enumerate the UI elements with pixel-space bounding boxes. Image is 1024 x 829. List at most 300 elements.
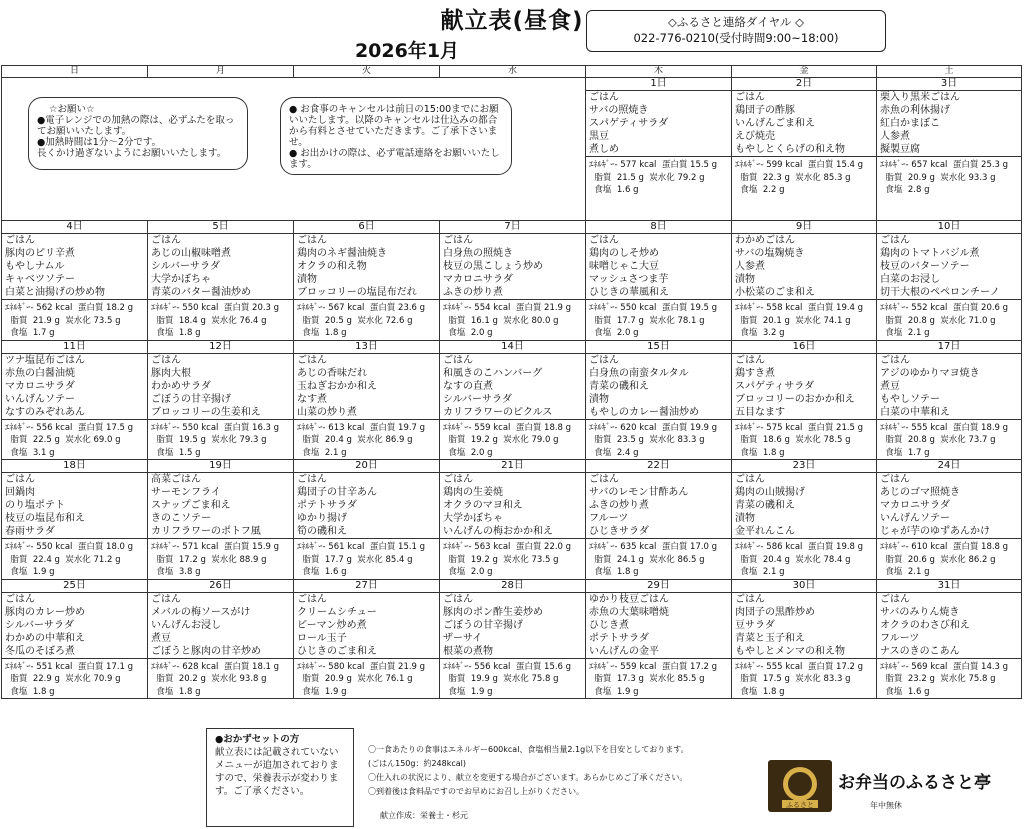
nutrition-value: 3.1 — [32, 447, 47, 458]
nutrition-value: 86.9 — [385, 435, 405, 445]
nutrition-value: 1.8 — [178, 328, 193, 338]
nutrition-label: 炭水化 — [211, 554, 237, 565]
nutrition-label: 脂質 — [448, 315, 466, 326]
nutrition-label: g — [784, 674, 790, 684]
nutrition-label: 食塩 — [885, 686, 903, 697]
nutrition-label: 食塩 — [594, 185, 612, 195]
menu-item: 肉団子の黒酢炒め — [735, 606, 815, 618]
nutrition-label: 食塩 — [594, 447, 612, 458]
nutrition-value: 562 — [36, 303, 53, 313]
day-cell — [586, 340, 732, 460]
okazu-set-title: ●おかずセットの方 — [215, 734, 300, 745]
nutrition-label: 炭水化 — [503, 315, 529, 326]
nutrition-label: ｴﾈﾙｷﾞｰ — [735, 303, 761, 313]
bottom-notes — [368, 743, 748, 799]
nutrition-label: 蛋白質 — [223, 422, 250, 433]
nutrition-value: 2.0 — [470, 328, 485, 338]
nutrition-label: 脂質 — [594, 315, 612, 326]
nutrition-label: g — [1002, 303, 1009, 313]
menu-item: 玉ねぎおかか和え — [297, 380, 377, 392]
nutrition-label: 脂質 — [594, 674, 612, 684]
day-number: 11日 — [2, 341, 147, 354]
day-cell — [440, 460, 586, 580]
nutrition-value: 1.9 — [616, 686, 631, 697]
menu-item: あじの香味だれ — [297, 367, 367, 379]
nutrition-label: 脂質 — [302, 554, 320, 565]
menu-item: なす煮 — [297, 393, 327, 405]
nutrition-label: g — [54, 554, 60, 565]
nutrition-value: 69.0 — [93, 435, 113, 445]
nutrition-value: 17.2 — [690, 661, 709, 672]
nutrition-label: 脂質 — [302, 315, 320, 326]
nutrition-label: g — [200, 554, 206, 565]
menu-item: ピーマン炒め煮 — [297, 619, 367, 631]
nutrition-label: ｴﾈﾙｷﾞｰ — [735, 661, 761, 672]
nutrition-label: g — [341, 567, 347, 577]
nutrition-value: 22.9 — [32, 674, 52, 684]
nutrition-info: ｴﾈﾙｷﾞｰ- 550 kcal 蛋白質 20.3 g 脂質 18.4 g 炭水化 76.4 g 食塩 1.8 g — [148, 299, 293, 340]
nutrition-value: 586 — [766, 542, 783, 552]
menu-item: ごはん — [151, 593, 181, 605]
nutrition-label: g — [195, 686, 201, 697]
nutrition-label: 脂質 — [156, 674, 174, 684]
nutrition-label: g — [553, 435, 559, 445]
nutrition-value: 1.9 — [470, 686, 485, 697]
nutrition-label: 食塩 — [156, 447, 174, 458]
nutrition-value: 1.9 — [32, 567, 47, 577]
nutrition-value: 20.8 — [907, 435, 927, 445]
nutrition-label: g — [492, 554, 498, 565]
nutrition-info: ｴﾈﾙｷﾞｰ- 586 kcal 蛋白質 19.8 g 脂質 20.4 g 炭水化 78.4 g 食塩 2.1 g — [732, 538, 876, 579]
menu-item: わかめごはん — [735, 235, 795, 246]
day-cell — [440, 221, 586, 341]
nutrition-value: 550 — [36, 542, 53, 552]
menu-item: カリフラワーのピクルス — [443, 406, 553, 418]
nutrition-label: g — [487, 447, 493, 458]
nutrition-value: 613 — [328, 422, 345, 433]
nutrition-value: 567 — [328, 303, 345, 313]
nutrition-info: ｴﾈﾙｷﾞｰ- 550 kcal 蛋白質 18.0 g 脂質 22.4 g 炭水化 71.2 g 食塩 1.9 g — [2, 538, 147, 579]
nutrition-label: g — [261, 554, 267, 565]
nutrition-label: 炭水化 — [940, 172, 966, 183]
nutrition-value: 635 — [620, 542, 637, 552]
nutrition-label: 蛋白質 — [223, 303, 250, 313]
menu-item: あじのゴマ照焼き — [880, 487, 960, 498]
weekday-header: 日 — [2, 66, 148, 78]
nutrition-label: g — [419, 422, 426, 433]
menu-item: いんげんソテー — [5, 393, 75, 405]
menu-item: ザーサイ — [443, 632, 483, 644]
nutrition-label: g — [565, 661, 572, 672]
nutrition-label: ｴﾈﾙｷﾞｰ — [880, 542, 906, 552]
notice-request-line: ●電子レンジでの加熱の際は、必ずふたを取ってお願いいたします。 — [37, 115, 235, 137]
menu-item: 白菜と油揚げの炒め物 — [5, 287, 105, 298]
week-row — [2, 460, 1022, 580]
nutrition-label: kcal — [493, 422, 511, 433]
nutrition-label: g — [407, 554, 413, 565]
nutrition-label: kcal — [785, 661, 803, 672]
nutrition-label: ｴﾈﾙｷﾞｰ — [589, 422, 615, 433]
menu-item: サバのレモン甘酢あん — [589, 487, 689, 498]
nutrition-value: 1.8 — [762, 686, 777, 697]
nutrition-value: 610 — [911, 542, 928, 552]
nutrition-label: g — [638, 172, 644, 183]
nutrition-value: 554 — [474, 303, 491, 313]
notice-cancel-line: ● お出かけの際は、必ず電話連絡をお願いいたします。 — [289, 148, 500, 170]
nutrition-label: kcal — [201, 422, 219, 433]
nutrition-label: 蛋白質 — [952, 542, 979, 552]
nutrition-value: 21.5 — [836, 422, 855, 433]
menu-item: ごはん — [443, 593, 473, 605]
menu-item: 擬製豆腐 — [880, 144, 920, 155]
nutrition-label: g — [487, 686, 493, 697]
nutrition-label: 蛋白質 — [661, 542, 688, 552]
nutrition-label: 蛋白質 — [515, 303, 542, 313]
menu-item: いんげんごま和え — [735, 118, 815, 129]
nutrition-label: 炭水化 — [357, 315, 383, 326]
nutrition-label: g — [273, 422, 280, 433]
menu-item: ごはん — [880, 235, 910, 246]
day-number: 1日 — [586, 78, 731, 91]
menu-item: のり塩ポテト — [5, 500, 65, 511]
logo-seal-lettering: ふるさと — [786, 801, 814, 809]
nutrition-value: 2.1 — [762, 567, 777, 577]
nutrition-label: g — [341, 328, 347, 338]
nutrition-value: 85.4 — [385, 554, 405, 565]
menu-item: 青菜の磯和え — [589, 380, 649, 392]
nutrition-label: kcal — [639, 422, 657, 433]
nutrition-label: g — [857, 422, 864, 433]
author-credit: 献立作成：栄養士・杉元 — [380, 811, 468, 820]
menu-item: クリームシチュー — [297, 606, 377, 618]
nutrition-label: g — [419, 303, 426, 313]
nutrition-value: 20.1 — [762, 315, 782, 326]
menu-item: 漬物 — [297, 274, 317, 285]
nutrition-label: 食塩 — [885, 328, 903, 338]
nutrition-value: 18.4 — [178, 315, 198, 326]
nutrition-label: 食塩 — [885, 447, 903, 458]
menu-item: ひじき煮 — [589, 619, 629, 631]
nutrition-label: ｴﾈﾙｷﾞｰ — [443, 303, 469, 313]
menu-item: 豚肉のポン酢生姜炒め — [443, 606, 543, 618]
nutrition-value: 15.5 — [690, 160, 709, 170]
day-cell — [877, 579, 1022, 699]
nutrition-label: 蛋白質 — [661, 422, 688, 433]
nutrition-label: g — [638, 315, 644, 326]
menu-item: 青菜の磯和え — [735, 500, 795, 511]
menu-item: ごぼうと豚肉の甘辛炒め — [151, 645, 261, 657]
nutrition-label: 炭水化 — [65, 435, 91, 445]
nutrition-label: 蛋白質 — [807, 422, 834, 433]
nutrition-label: 蛋白質 — [807, 303, 834, 313]
nutrition-label: g — [711, 303, 718, 313]
nutrition-label: 炭水化 — [649, 674, 675, 684]
menu-item: ゆかり揚げ — [297, 513, 347, 524]
menu-item: 切干大根のペペロンチーノ — [880, 287, 1000, 298]
day-number: 21日 — [440, 460, 585, 473]
nutrition-label: g — [127, 542, 134, 552]
nutrition-value: 20.9 — [324, 674, 344, 684]
nutrition-label: g — [49, 686, 55, 697]
day-cell — [148, 460, 294, 580]
menu-item: ごはん — [297, 593, 327, 605]
nutrition-value: 1.9 — [324, 686, 339, 697]
nutrition-label: kcal — [930, 542, 948, 552]
nutrition-label: g — [115, 554, 121, 565]
menu-item: ごはん — [589, 474, 619, 485]
menu-item: オクラのマヨ和え — [443, 500, 523, 511]
nutrition-label: g — [924, 567, 930, 577]
nutrition-label: g — [407, 315, 413, 326]
menu-item: ブロッコリーの生姜和え — [151, 406, 261, 418]
nutrition-label: g — [638, 674, 644, 684]
menu-item: ごはん — [589, 92, 619, 103]
menu-item: 山菜の炒り煮 — [297, 406, 357, 418]
nutrition-value: 17.1 — [106, 661, 125, 672]
nutrition-value: 2.1 — [907, 328, 922, 338]
nutrition-label: 炭水化 — [357, 435, 383, 445]
nutrition-info: ｴﾈﾙｷﾞｰ- 628 kcal 蛋白質 18.1 g 脂質 20.2 g 炭水化 93.8 g 食塩 1.8 g — [148, 658, 293, 699]
menu-item: もやしナムル — [5, 261, 65, 272]
nutrition-label: 食塩 — [740, 686, 758, 697]
menu-item: 五目なます — [735, 406, 785, 418]
nutrition-label: kcal — [55, 661, 73, 672]
nutrition-label: 蛋白質 — [515, 542, 542, 552]
nutrition-label: ｴﾈﾙｷﾞｰ — [880, 422, 906, 433]
nutrition-label: 蛋白質 — [515, 422, 542, 433]
nutrition-label: 炭水化 — [795, 674, 821, 684]
nutrition-label: 蛋白質 — [369, 542, 396, 552]
day-number: 13日 — [294, 341, 439, 354]
nutrition-value: 15.6 — [544, 661, 563, 672]
nutrition-value: 19.7 — [398, 422, 417, 433]
menu-item: スパゲティサラダ — [589, 118, 669, 129]
menu-item: 豆サラダ — [735, 619, 775, 631]
nutrition-label: 脂質 — [156, 554, 174, 565]
nutrition-value: 19.5 — [690, 303, 709, 313]
nutrition-value: 93.3 — [968, 172, 988, 183]
nutrition-value: 571 — [182, 542, 199, 552]
day-cell — [2, 460, 148, 580]
nutrition-label: 蛋白質 — [223, 661, 250, 672]
nutrition-label: 食塩 — [10, 567, 28, 577]
weekday-header: 水 — [440, 66, 586, 78]
nutrition-label: 食塩 — [448, 686, 466, 697]
nutrition-label: 食塩 — [740, 447, 758, 458]
nutrition-value: 78.5 — [823, 435, 843, 445]
nutrition-label: g — [553, 674, 559, 684]
nutrition-label: g — [699, 315, 705, 326]
menu-item: ごはん — [5, 593, 35, 605]
nutrition-label: 脂質 — [740, 674, 758, 684]
nutrition-label: g — [929, 435, 935, 445]
nutrition-value: 16.3 — [252, 422, 271, 433]
nutrition-value: 25.3 — [981, 160, 1000, 170]
nutrition-label: 炭水化 — [649, 554, 675, 565]
menu-item: ツナ塩昆布ごはん — [5, 354, 85, 366]
nutrition-label: g — [115, 315, 121, 326]
menu-item: ひじきサラダ — [589, 526, 649, 537]
nutrition-value: 18.8 — [981, 542, 1000, 552]
menu-item: 煮豆 — [151, 632, 171, 644]
nutrition-value: 24.1 — [616, 554, 636, 565]
menu-item: 白菜のお浸し — [880, 274, 940, 285]
nutrition-value: 580 — [328, 661, 345, 672]
nutrition-label: ｴﾈﾙｷﾞｰ — [5, 422, 31, 433]
nutrition-label: 脂質 — [10, 315, 28, 326]
nutrition-label: 脂質 — [740, 435, 758, 445]
nutrition-label: 食塩 — [448, 447, 466, 458]
nutrition-label: 脂質 — [740, 172, 758, 183]
menu-item: もやしソテー — [880, 393, 940, 405]
nutrition-label: g — [711, 422, 718, 433]
day-number: 22日 — [586, 460, 731, 473]
nutrition-label: g — [929, 315, 935, 326]
nutrition-label: kcal — [55, 542, 73, 552]
menu-item: いんげんの梅おかか和え — [443, 526, 553, 537]
nutrition-value: 79.0 — [531, 435, 551, 445]
dial-title: ◇ふるさと連絡ダイヤル ◇ — [668, 15, 804, 29]
nutrition-label: kcal — [785, 160, 803, 170]
menu-item: 枝豆のバターソテー — [880, 261, 970, 272]
nutrition-value: 18.1 — [252, 661, 271, 672]
nutrition-label: g — [638, 435, 644, 445]
nutrition-value: 21.9 — [32, 315, 52, 326]
menu-item: 和風きのこハンバーグ — [443, 367, 543, 379]
day-cell — [148, 579, 294, 699]
nutrition-label: g — [1002, 542, 1009, 552]
nutrition-label: g — [1002, 422, 1009, 433]
nutrition-label: 脂質 — [448, 554, 466, 565]
menu-item: 黒豆 — [589, 131, 609, 142]
nutrition-label: 炭水化 — [649, 435, 675, 445]
nutrition-label: g — [638, 554, 644, 565]
nutrition-label: 炭水化 — [795, 554, 821, 565]
menu-item: 根菜の煮物 — [443, 645, 493, 657]
nutrition-value: 16.1 — [470, 315, 490, 326]
nutrition-label: kcal — [347, 661, 365, 672]
day-number: 19日 — [148, 460, 293, 473]
menu-item: ポテトサラダ — [589, 632, 649, 644]
nutrition-value: 18.9 — [981, 422, 1000, 433]
menu-item: 漬物 — [589, 393, 609, 405]
nutrition-value: 20.6 — [981, 303, 1000, 313]
nutrition-value: 85.5 — [677, 674, 697, 684]
nutrition-label: g — [492, 315, 498, 326]
nutrition-value: 72.6 — [385, 315, 405, 326]
menu-item: いんげんお浸し — [151, 619, 221, 631]
nutrition-value: 20.4 — [762, 554, 782, 565]
menu-item: ロール玉子 — [297, 632, 347, 644]
nutrition-label: kcal — [201, 661, 219, 672]
nutrition-value: 70.9 — [93, 674, 113, 684]
nutrition-value: 18.0 — [106, 542, 125, 552]
week-row — [2, 221, 1022, 341]
menu-item: ごはん — [589, 235, 619, 246]
nutrition-label: 炭水化 — [211, 315, 237, 326]
nutrition-label: g — [779, 328, 785, 338]
menu-item: ごはん — [151, 354, 181, 366]
menu-item: ごはん — [589, 354, 619, 366]
nutrition-label: kcal — [785, 422, 803, 433]
nutrition-label: g — [261, 435, 267, 445]
nutrition-value: 76.1 — [385, 674, 405, 684]
day-cell — [294, 579, 440, 699]
nutrition-value: 550 — [620, 303, 637, 313]
nutrition-label: 蛋白質 — [515, 661, 542, 672]
nutrition-label: ｴﾈﾙｷﾞｰ — [589, 303, 615, 313]
weekday-header: 木 — [586, 66, 732, 78]
menu-item: ごはん — [880, 354, 910, 366]
nutrition-info: ｴﾈﾙｷﾞｰ- 577 kcal 蛋白質 15.5 g 脂質 21.5 g 炭水化 79.2 g 食塩 1.6 g — [586, 156, 731, 197]
nutrition-info: ｴﾈﾙｷﾞｰ- 550 kcal 蛋白質 16.3 g 脂質 19.5 g 炭水化 79.3 g 食塩 1.5 g — [148, 419, 293, 460]
nutrition-label: 脂質 — [885, 554, 903, 565]
menu-item: 青菜と玉子和え — [735, 632, 805, 644]
nutrition-value: 1.6 — [616, 185, 631, 195]
nutrition-value: 71.0 — [968, 315, 988, 326]
nutrition-label: 脂質 — [740, 554, 758, 565]
nutrition-value: 1.6 — [324, 567, 339, 577]
nutrition-label: g — [857, 160, 864, 170]
menu-item: サーモンフライ — [151, 487, 221, 498]
nutrition-label: g — [341, 686, 347, 697]
nutrition-label: g — [54, 435, 60, 445]
nutrition-label: 蛋白質 — [223, 542, 250, 552]
menu-item: オクラのわさび和え — [880, 619, 970, 631]
day-number: 25日 — [2, 580, 147, 593]
nutrition-value: 2.2 — [762, 185, 777, 195]
nutrition-info: ｴﾈﾙｷﾞｰ- 571 kcal 蛋白質 15.9 g 脂質 17.2 g 炭水化 88.9 g 食塩 3.8 g — [148, 538, 293, 579]
nutrition-label: ｴﾈﾙｷﾞｰ — [297, 542, 323, 552]
nutrition-value: 18.2 — [106, 303, 125, 313]
nutrition-value: 22.4 — [32, 554, 52, 565]
nutrition-label: g — [492, 435, 498, 445]
nutrition-label: g — [346, 554, 352, 565]
nutrition-value: 22.0 — [544, 542, 563, 552]
nutrition-label: 炭水化 — [65, 674, 91, 684]
nutrition-label: 食塩 — [302, 567, 320, 577]
nutrition-label: g — [845, 674, 851, 684]
nutrition-label: 蛋白質 — [369, 303, 396, 313]
menu-item: サバのみりん焼き — [880, 606, 960, 618]
nutrition-label: 脂質 — [885, 315, 903, 326]
nutrition-value: 73.7 — [968, 435, 988, 445]
nutrition-label: kcal — [785, 303, 803, 313]
nutrition-label: 蛋白質 — [952, 160, 979, 170]
menu-item: ごはん — [735, 593, 765, 605]
menu-item: 赤魚の利休揚げ — [880, 105, 950, 116]
nutrition-label: g — [1002, 160, 1009, 170]
nutrition-label: g — [699, 172, 705, 183]
menu-item: 鶏肉のトマトバジル煮 — [880, 248, 980, 259]
nutrition-value: 79.2 — [677, 172, 697, 183]
notice-cancel-box — [280, 97, 512, 175]
nutrition-label: 脂質 — [302, 674, 320, 684]
menu-item: わかめの中華和え — [5, 632, 85, 644]
nutrition-value: 19.9 — [690, 422, 709, 433]
menu-item: 豚肉大根 — [151, 367, 191, 379]
nutrition-label: 食塩 — [10, 686, 28, 697]
nutrition-value: 550 — [182, 422, 199, 433]
menu-item: 小松菜のごま和え — [735, 287, 815, 298]
nutrition-label: g — [261, 315, 267, 326]
nutrition-value: 86.2 — [968, 554, 988, 565]
nutrition-label: kcal — [201, 303, 219, 313]
nutrition-label: g — [711, 542, 718, 552]
nutrition-label: 炭水化 — [940, 674, 966, 684]
nutrition-label: g — [784, 554, 790, 565]
nutrition-value: 620 — [620, 422, 637, 433]
